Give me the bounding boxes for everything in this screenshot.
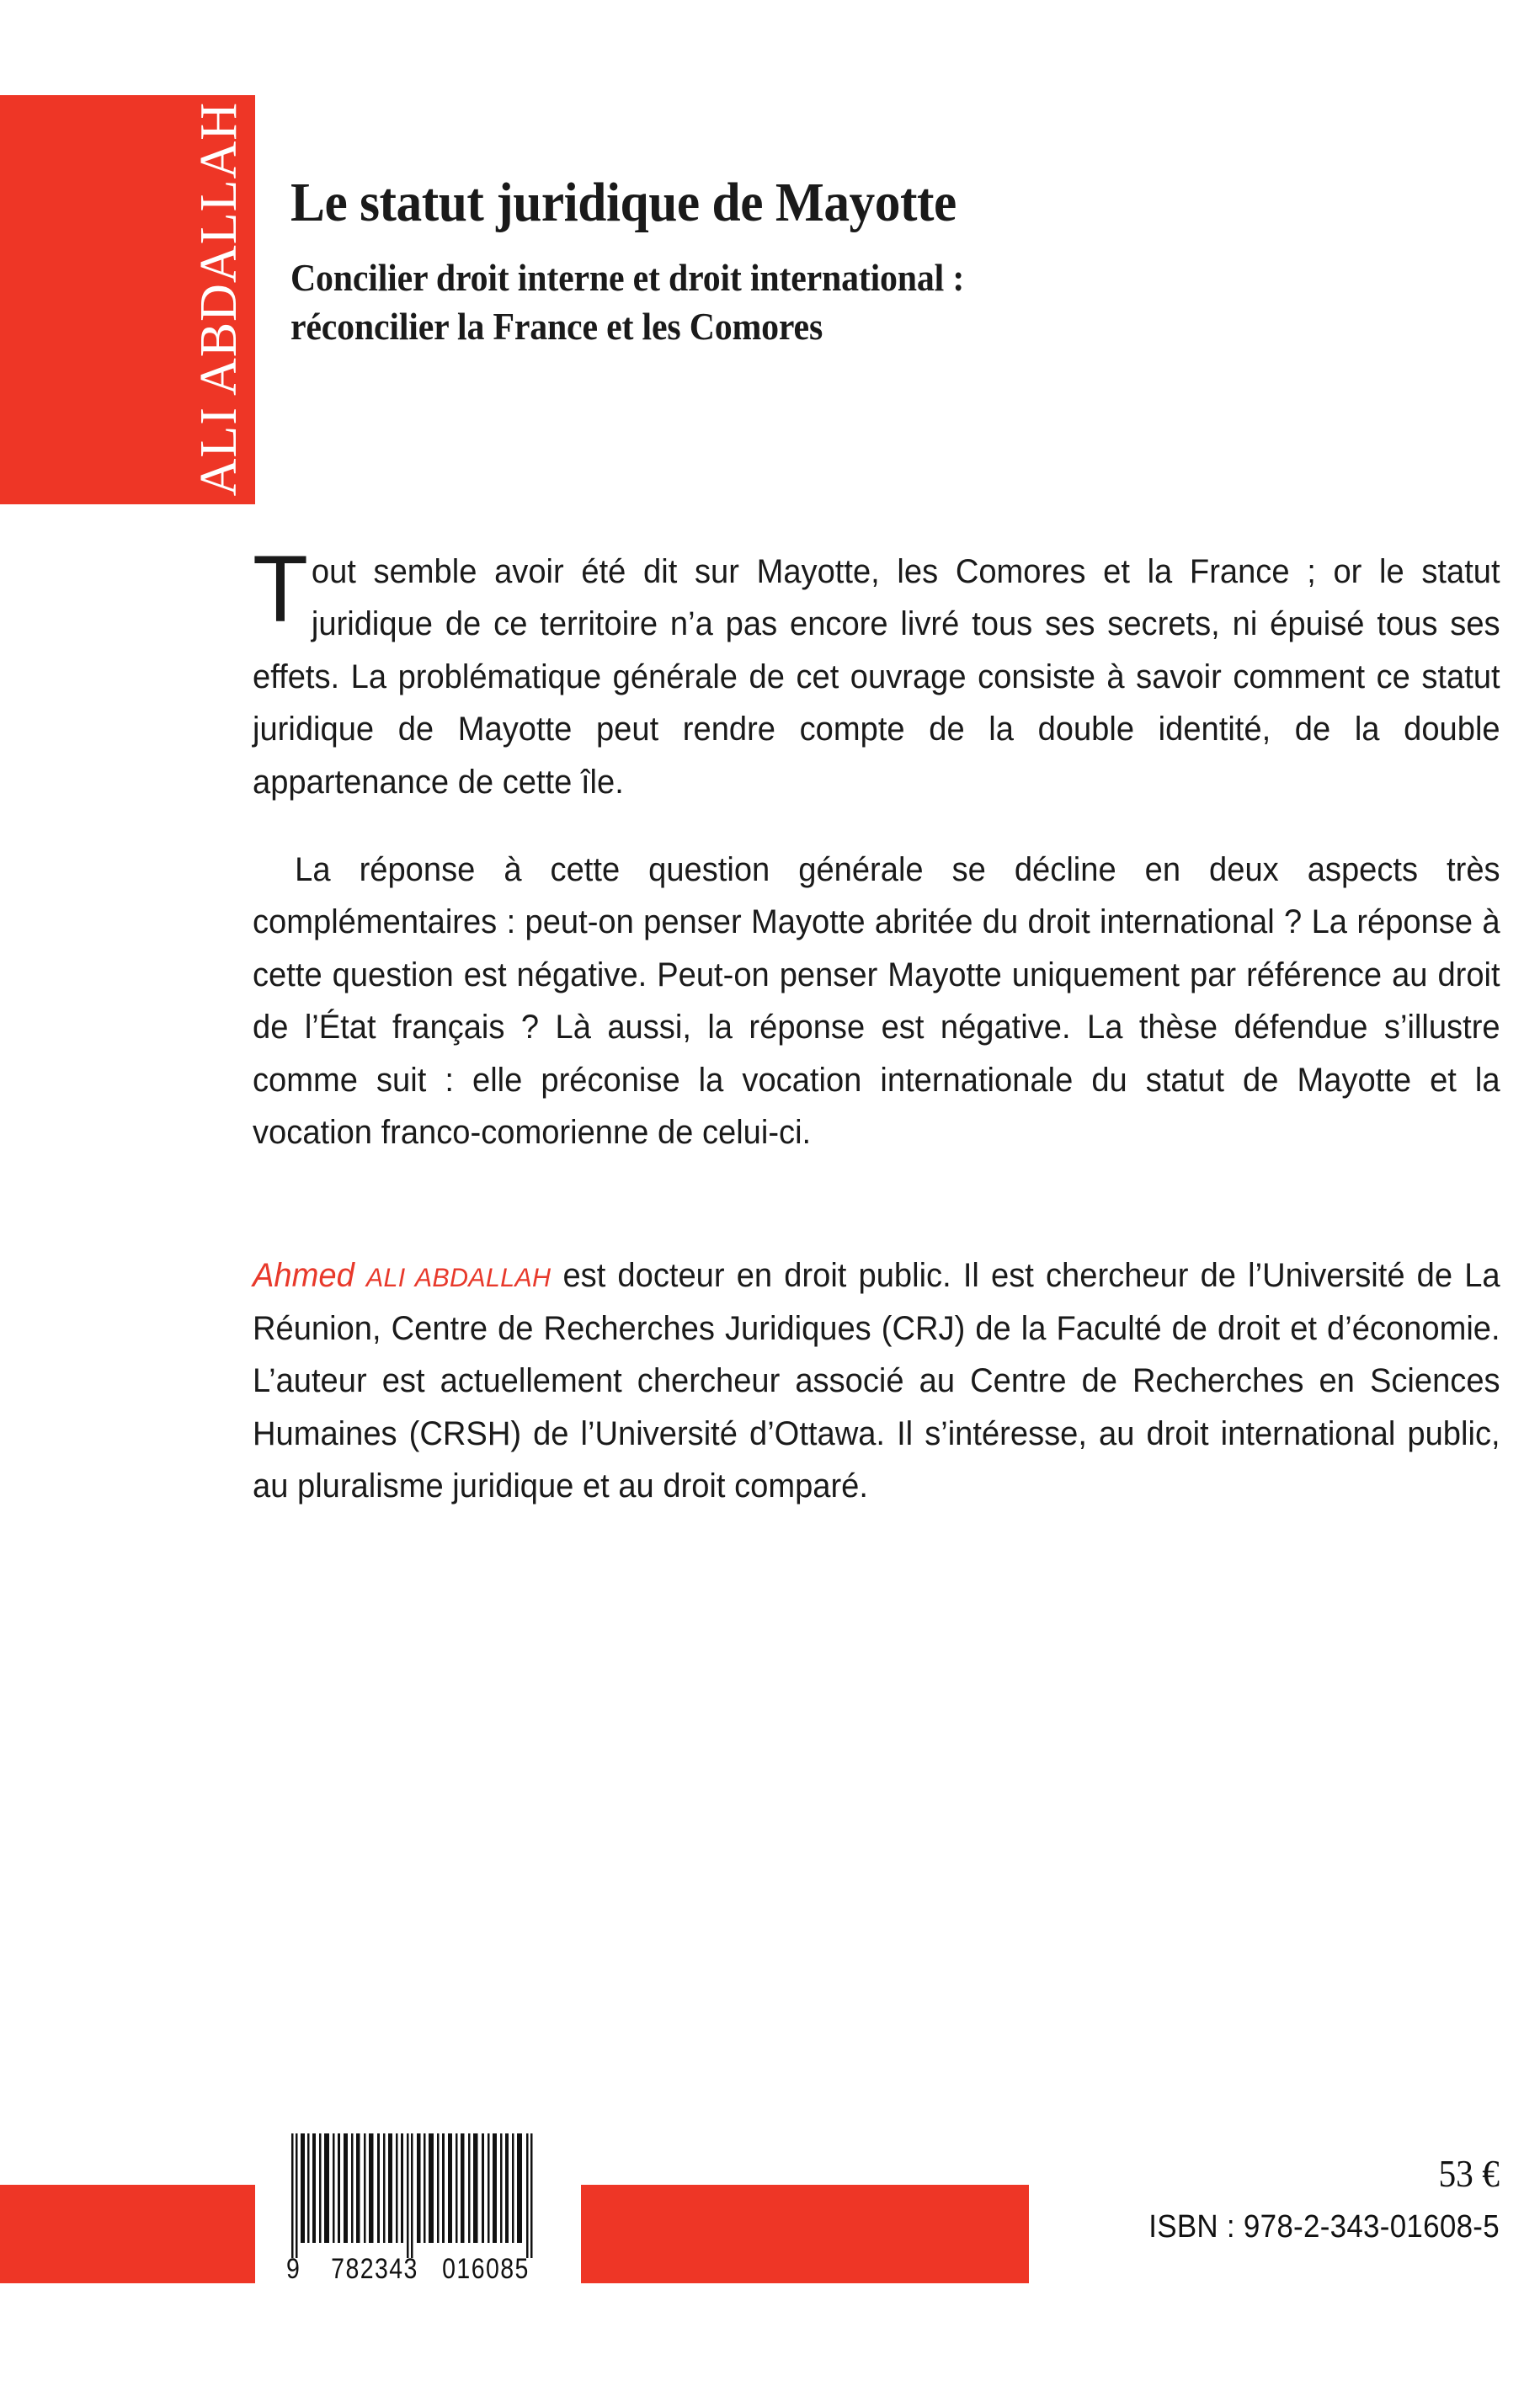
price-isbn-block [1118,2152,1500,2248]
book-subtitle-line-2: réconcilier la France et les Comores [290,305,823,348]
isbn-label: ISBN : 978-2-343-01608-5 [1148,2208,1500,2245]
book-subtitle-line-1: Concilier droit interne et droit international : [290,257,965,300]
spine-author-first-name: Ahmed [145,535,186,647]
blurb-paragraph-1-text: out semble avoir été dit sur Mayotte, les Comores et la France ; or le statut juridique de ce territoire n’a pas encore livré tous ses secrets, ni épuisé tous ses effets. La problématique générale de cet ouvrage consiste à savoir comment ce statut juridique de Mayotte peut rendre compte de la double identité, de la double appartenance de cette île. [253,553,1500,801]
price-label: 53 € [1438,2152,1500,2195]
spine-red-block [0,95,255,647]
spine-author-last-name: ALI ABDALLAH [190,102,248,497]
barcode [286,2133,556,2293]
author-bio-paragraph [253,1249,1500,1512]
book-subtitle [290,254,1418,351]
footer-red-block-left [0,2185,255,2283]
barcode-digit-group-2: 782343 [331,2253,418,2285]
blurb-area [253,536,1500,1513]
title-block [290,173,1503,351]
book-title: Le statut juridique de Mayotte [290,172,957,233]
barcode-digit-group-1: 9 [286,2253,301,2285]
author-bio-text: est docteur en droit public. Il est chercheur de l’Université de La Réunion, Centre de Recherches Juridiques (CRJ) de la Faculté de droit et d’économie. L’auteur est actuellement chercheur associé au Centre de Recherches en Sciences Humaines (CRSH) de l’Université d’Ottawa. Il s’intéresse, au droit international public, au pluralisme juridique et au droit comparé. [253,1257,1500,1505]
barcode-bars-icon [286,2133,556,2258]
drop-cap-letter: T [253,536,309,642]
author-bio-name [253,1257,551,1294]
author-bio-last-name: ALI ABDALLAH [365,1262,552,1293]
footer-red-block-middle [581,2185,1029,2283]
author-bio-first-name: Ahmed [253,1257,354,1295]
barcode-digit-group-3: 016085 [442,2253,530,2285]
blurb-paragraph-2: La réponse à cette question générale se décline en deux aspects très complémentaires : peut-on penser Mayotte abritée du droit international ? La réponse à cette question est négative. Peut-on penser Mayotte uniquement par référence au droit de l’État français ? Là aussi, la réponse est négative. La thèse défendue s’illustre comme suit : elle préconise la vocation internationale du statut de Mayotte et la vocation franco-comorienne de celui-ci. [253,851,1500,1152]
blurb-paragraph-1 [253,536,1500,808]
barcode-digits [286,2253,542,2286]
spine-author-rotated [0,95,255,647]
